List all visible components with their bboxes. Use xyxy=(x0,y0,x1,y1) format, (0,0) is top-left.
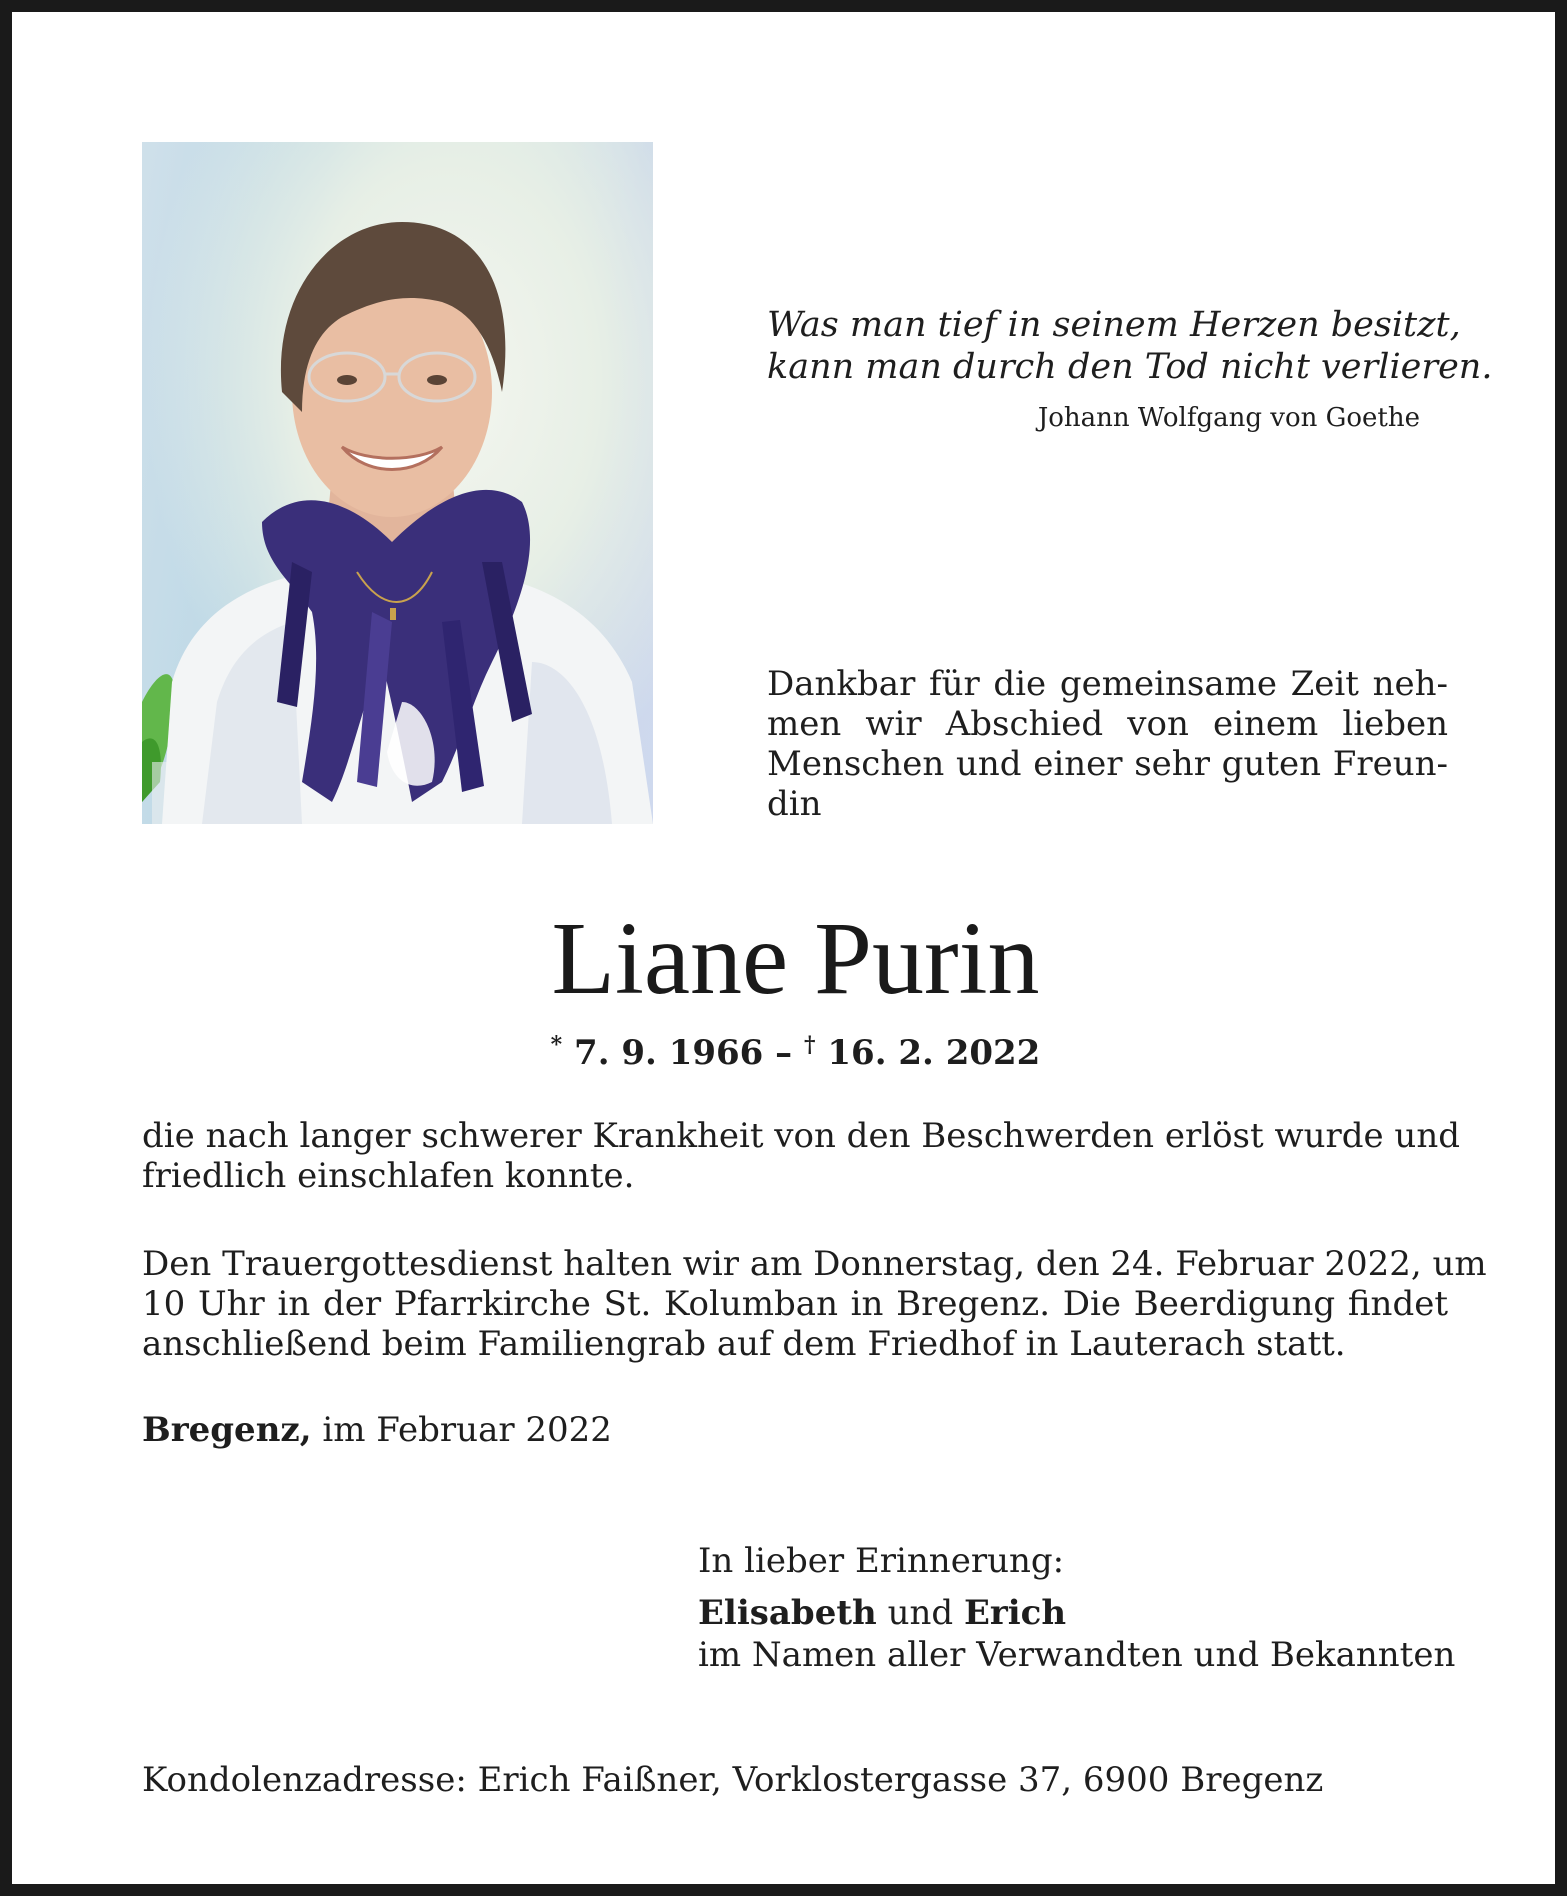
birth-symbol: * xyxy=(550,1032,563,1058)
paragraph-passing xyxy=(142,1116,1460,1196)
goethe-quote xyxy=(767,304,1492,388)
date: im Februar 2022 xyxy=(322,1410,612,1450)
place: Bregenz, xyxy=(142,1410,312,1450)
closing-signature xyxy=(698,1540,1455,1676)
death-symbol: † xyxy=(804,1032,816,1058)
closing-intro: In lieber Erinnerung: xyxy=(698,1541,1065,1581)
death-date: 16. 2. 2022 xyxy=(827,1033,1041,1073)
intro-line-3: Menschen und einer sehr guten Freun- xyxy=(767,744,1448,784)
signatory-2: Erich xyxy=(963,1593,1067,1633)
relatives-line: im Namen aller Verwandten und Bekannten xyxy=(698,1635,1456,1675)
intro-line-4: din xyxy=(767,784,822,824)
life-dates xyxy=(12,1025,1567,1073)
date-separator: – xyxy=(775,1033,793,1073)
paragraph2-line-1: Den Trauergottesdienst halten wir am Donnerstag, den 24. Februar 2022, um xyxy=(142,1244,1487,1284)
intro-line-1: Dankbar für die gemeinsame Zeit neh- xyxy=(767,664,1448,704)
quote-line-1: Was man tief in seinem Herzen besitzt, xyxy=(767,305,1461,345)
paragraph-funeral xyxy=(142,1244,1487,1364)
signatories xyxy=(698,1592,1455,1634)
portrait-photo xyxy=(142,142,653,824)
signatory-1: Elisabeth xyxy=(698,1593,877,1633)
paragraph1-line-1: die nach langer schwerer Krankheit von den Beschwerden erlöst wurde und xyxy=(142,1116,1460,1156)
paragraph2-line-3: anschließend beim Familiengrab auf dem Friedhof in Lauterach statt. xyxy=(142,1324,1346,1364)
deceased-name: Liane Purin xyxy=(551,901,1040,1016)
intro-line-2: men wir Abschied von einem lieben xyxy=(767,704,1448,744)
birth-date: 7. 9. 1966 xyxy=(574,1033,764,1073)
portrait-illustration xyxy=(142,142,653,824)
condolence-address: Kondolenzadresse: Erich Faißner, Vorklostergasse 37, 6900 Bregenz xyxy=(142,1760,1324,1800)
quote-line-2: kann man durch den Tod nicht verlieren. xyxy=(767,347,1493,387)
place-and-date xyxy=(142,1410,612,1450)
quote-author: Johann Wolfgang von Goethe xyxy=(1037,403,1420,433)
paragraph1-line-2: friedlich einschlafen konnte. xyxy=(142,1156,635,1196)
paragraph2-line-2: 10 Uhr in der Pfarrkirche St. Kolumban in Bregenz. Die Beerdigung findet xyxy=(142,1284,1448,1324)
farewell-intro xyxy=(767,664,1448,824)
conjunction: und xyxy=(887,1593,954,1633)
